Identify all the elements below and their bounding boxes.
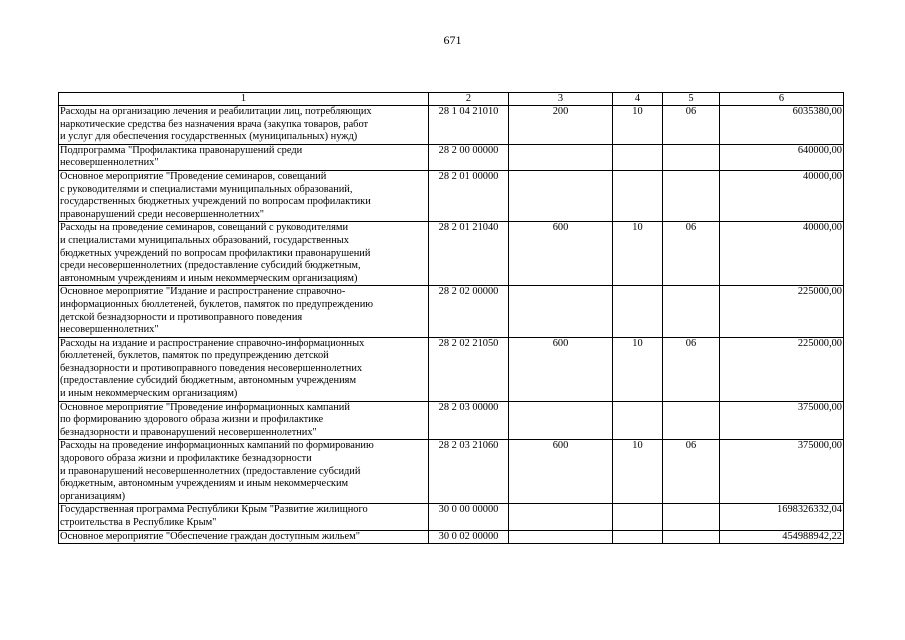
row-col5-cell	[663, 504, 720, 530]
header-row	[59, 93, 844, 106]
row-amount-cell: 375000,00	[720, 401, 844, 440]
row-col4-cell: 10	[613, 337, 663, 401]
table-row	[59, 144, 844, 170]
header-cell-3: 3	[509, 93, 613, 106]
table-row	[59, 440, 844, 504]
row-col4-cell	[613, 401, 663, 440]
row-amount-cell: 6035380,00	[720, 106, 844, 145]
row-col5-cell: 06	[663, 337, 720, 401]
row-col4-cell: 10	[613, 106, 663, 145]
row-col5-cell: 06	[663, 106, 720, 145]
row-col5-cell	[663, 286, 720, 337]
table-row	[59, 401, 844, 440]
row-col5-cell	[663, 144, 720, 170]
budget-table	[58, 92, 844, 544]
table-row	[59, 530, 844, 544]
row-amount-cell: 225000,00	[720, 286, 844, 337]
table-row	[59, 337, 844, 401]
row-col3-cell	[509, 504, 613, 530]
row-col4-cell	[613, 170, 663, 221]
row-col5-cell	[663, 401, 720, 440]
table-row	[59, 170, 844, 221]
row-code-cell: 28 2 03 00000	[429, 401, 509, 440]
table-row	[59, 222, 844, 286]
row-col5-cell: 06	[663, 440, 720, 504]
row-name-cell: Расходы на издание и распространение справочно-информационных бюллетеней, буклетов, памяток по предупреждению детской безнадзорности и противоправного поведения несовершеннолетних (предоставление субсидий бюджетным, автономным учреждениям и иным некоммерческим организациям)	[59, 337, 429, 401]
row-col5-cell: 06	[663, 222, 720, 286]
row-amount-cell: 375000,00	[720, 440, 844, 504]
row-amount-cell: 40000,00	[720, 222, 844, 286]
row-name-cell: Расходы на проведение информационных кампаний по формированию здорового образа жизни и профилактике безнадзорности и правонарушений несовершеннолетних (предоставление субсидий бюджетным, автономным учреждениям и иным некоммерческим организациям)	[59, 440, 429, 504]
row-col3-cell: 200	[509, 106, 613, 145]
row-name-cell: Подпрограмма "Профилактика правонарушений среди несовершеннолетних"	[59, 144, 429, 170]
row-amount-cell: 1698326332,04	[720, 504, 844, 530]
table-body	[59, 106, 844, 544]
table-row	[59, 286, 844, 337]
page-number: 671	[443, 33, 462, 47]
row-col4-cell: 10	[613, 222, 663, 286]
row-col4-cell: 10	[613, 440, 663, 504]
header-cell-1: 1	[59, 93, 429, 106]
row-code-cell: 30 0 00 00000	[429, 504, 509, 530]
row-col4-cell	[613, 504, 663, 530]
row-col3-cell	[509, 530, 613, 544]
row-col4-cell	[613, 144, 663, 170]
row-col3-cell	[509, 286, 613, 337]
header-cell-4: 4	[613, 93, 663, 106]
row-col3-cell: 600	[509, 222, 613, 286]
header-cell-6: 6	[720, 93, 844, 106]
table-row	[59, 106, 844, 145]
row-col5-cell	[663, 530, 720, 544]
row-name-cell: Основное мероприятие "Проведение информационных кампаний по формированию здорового образа жизни и профилактике безнадзорности и правонарушений несовершеннолетних"	[59, 401, 429, 440]
row-name-cell: Основное мероприятие "Обеспечение граждан доступным жильем"	[59, 530, 429, 544]
row-amount-cell: 454988942,22	[720, 530, 844, 544]
row-name-cell: Государственная программа Республики Крым "Развитие жилищного строительства в Республике Крым"	[59, 504, 429, 530]
row-amount-cell: 40000,00	[720, 170, 844, 221]
row-name-cell: Расходы на организацию лечения и реабилитации лиц, потребляющих наркотические средства без назначения врача (закупка товаров, работ и услуг для обеспечения государственных (муниципальных) нужд)	[59, 106, 429, 145]
row-col3-cell: 600	[509, 440, 613, 504]
row-amount-cell: 640000,00	[720, 144, 844, 170]
row-col3-cell: 600	[509, 337, 613, 401]
row-code-cell: 30 0 02 00000	[429, 530, 509, 544]
row-code-cell: 28 2 02 21050	[429, 337, 509, 401]
row-col4-cell	[613, 530, 663, 544]
row-name-cell: Основное мероприятие "Проведение семинаров, совещаний с руководителями и специалистами муниципальных образований, государственных бюджетных учреждений по вопросам профилактики правонарушений среди несовершеннолетних"	[59, 170, 429, 221]
row-col4-cell	[613, 286, 663, 337]
row-code-cell: 28 2 01 21040	[429, 222, 509, 286]
row-code-cell: 28 2 02 00000	[429, 286, 509, 337]
row-amount-cell: 225000,00	[720, 337, 844, 401]
row-code-cell: 28 2 00 00000	[429, 144, 509, 170]
row-col3-cell	[509, 401, 613, 440]
row-code-cell: 28 2 03 21060	[429, 440, 509, 504]
header-cell-5: 5	[663, 93, 720, 106]
header-cell-2: 2	[429, 93, 509, 106]
table-row	[59, 504, 844, 530]
row-code-cell: 28 2 01 00000	[429, 170, 509, 221]
row-name-cell: Основное мероприятие "Издание и распространение справочно- информационных бюллетеней, буклетов, памяток по предупреждению детской безнадзорности и противоправного поведения несовершеннолетних"	[59, 286, 429, 337]
row-col3-cell	[509, 170, 613, 221]
row-col3-cell	[509, 144, 613, 170]
row-col5-cell	[663, 170, 720, 221]
row-name-cell: Расходы на проведение семинаров, совещаний с руководителями и специалистами муниципальных образований, государственных бюджетных учреждений по вопросам профилактики правонарушений среди несовершеннолетних (предоставление субсидий бюджетным, автономным учреждениям и иным некоммерческим организациям)	[59, 222, 429, 286]
row-code-cell: 28 1 04 21010	[429, 106, 509, 145]
